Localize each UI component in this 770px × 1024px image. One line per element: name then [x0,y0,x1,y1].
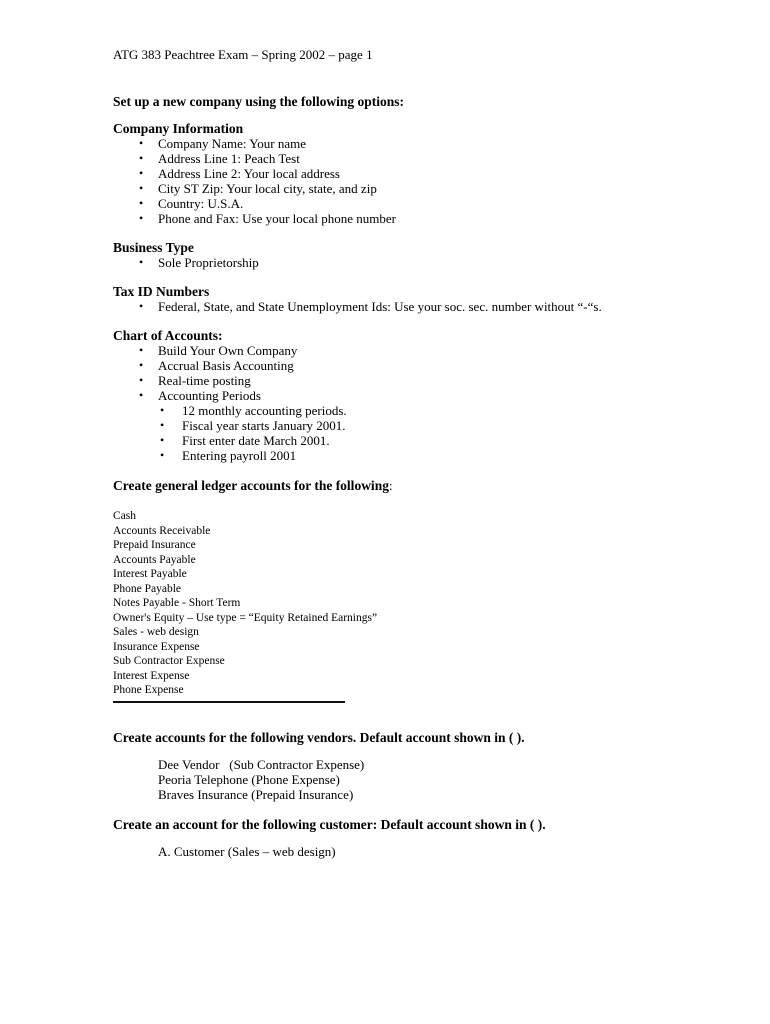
list-item [113,358,675,373]
bullet-icon: • [139,373,144,387]
gl-account: Notes Payable - Short Term [113,597,241,609]
list-item-text: Fiscal year starts January 2001. [182,418,346,433]
company-info-heading: Company Information [113,121,244,136]
list-item-text: Address Line 1: Peach Test [158,151,300,166]
bullet-icon: • [139,166,144,180]
gl-account: Accounts Receivable [113,524,211,537]
bullet-icon: • [139,255,144,269]
bullet-icon: • [160,418,165,432]
list-item-text: Phone and Fax: Use your local phone number [158,211,396,226]
tax-id-heading: Tax ID Numbers [113,284,210,299]
gl-account: Interest Payable [113,568,187,580]
section-gl-accounts [113,477,675,703]
bullet-icon: • [160,448,165,462]
gl-account: Sub Contractor Expense [113,655,225,667]
gl-account: Phone Expense [113,684,184,696]
list-item [113,343,675,358]
bullet-icon: • [160,433,165,447]
gl-accounts-heading-colon: : [388,478,393,493]
vendor-item: Braves Insurance (Prepaid Insurance) [158,786,354,802]
gl-accounts-heading [113,477,675,495]
list-item [113,373,675,388]
bullet-icon: • [139,181,144,195]
section-vendors [113,730,675,802]
list-item-text: Sole Proprietorship [158,255,259,270]
list-item [113,181,675,196]
list-item [113,166,675,181]
section-customer [113,817,675,859]
bullet-icon: • [139,136,144,150]
gl-account: Sales - web design [113,626,199,638]
list-item-text: Federal, State, and State Unemployment Ids: Use your soc. sec. number without “-“s. [158,299,602,314]
bullet-icon: • [139,151,144,165]
business-type-heading: Business Type [113,240,194,255]
sub-list-item [113,418,675,433]
gl-account: Interest Expense [113,669,190,682]
bullet-icon: • [139,358,144,372]
vendor-item: Dee Vendor (Sub Contractor Expense) [158,756,365,772]
gl-account: Prepaid Insurance [113,539,196,551]
list-item [113,211,675,226]
section-business-type [113,240,675,270]
vendors-heading: Create accounts for the following vendors. Default account shown in ( ). [113,729,525,745]
bullet-icon: • [139,211,144,225]
bullet-icon: • [139,196,144,210]
vendor-item: Peoria Telephone (Phone Expense) [158,771,340,787]
bullet-icon: • [139,388,144,402]
gl-accounts-list [113,509,675,703]
list-item-text: Build Your Own Company [158,343,298,358]
list-item [113,388,675,403]
list-item [113,299,675,314]
list-item-text: First enter date March 2001. [182,433,330,448]
list-item-text: 12 monthly accounting periods. [182,403,347,418]
bullet-icon: • [160,403,165,417]
divider-line [113,701,345,703]
list-item [113,136,675,151]
list-item-text: Country: U.S.A. [158,196,244,211]
section-company-information [113,121,675,226]
vendors-list [158,757,675,802]
customer-list [158,844,675,859]
list-item-text: Real-time posting [158,373,251,388]
gl-account: Accounts Payable [113,553,196,566]
gl-account: Phone Payable [113,582,182,595]
section-chart-of-accounts [113,328,675,463]
chart-of-accounts-heading: Chart of Accounts: [113,328,223,343]
list-item-text: Entering payroll 2001 [182,448,297,463]
section-tax-id [113,284,675,314]
list-item-text: Accounting Periods [158,388,261,403]
list-item-text: Address Line 2: Your local address [158,166,340,181]
list-item-text: Accrual Basis Accounting [158,358,294,373]
page-header: ATG 383 Peachtree Exam – Spring 2002 – page 1 [113,47,373,62]
bullet-icon: • [139,343,144,357]
list-item [113,196,675,211]
list-item [113,151,675,166]
sub-list-item [113,433,675,448]
customer-item: A. Customer (Sales – web design) [158,843,336,859]
list-item-text: City ST Zip: Your local city, state, and zip [158,181,377,196]
sub-list-item [113,403,675,418]
gl-accounts-heading-text: Create general ledger accounts for the following [113,478,389,493]
gl-account: Owner's Equity – Use type = “Equity Retained Earnings” [113,611,378,624]
list-item-text: Company Name: Your name [158,136,307,151]
bullet-icon: • [139,299,144,313]
customer-heading: Create an account for the following customer: Default account shown in ( ). [113,816,546,832]
intro-heading: Set up a new company using the following options: [113,94,405,109]
gl-account: Cash [113,510,136,522]
list-item [113,255,675,270]
gl-account: Insurance Expense [113,640,200,653]
sub-list-item [113,448,675,463]
